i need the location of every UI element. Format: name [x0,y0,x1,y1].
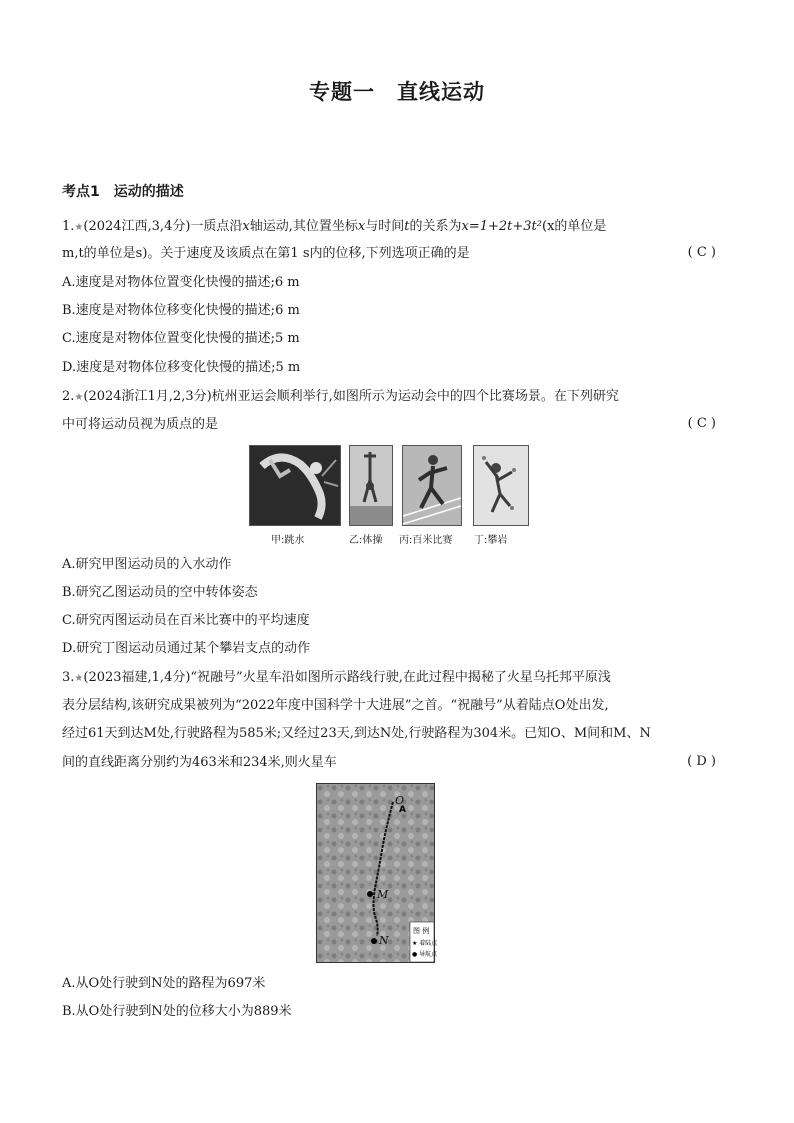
legend-landing: ★ 着陆点 [412,940,438,947]
q3-number: 3. [62,670,75,685]
q1-line-1: 1.★(2024江西,3,4分)一质点沿x轴运动,其位置坐标x与时间t的关系为x=1+2t+3t²(x的单位是 [62,219,607,234]
climbing-photo [473,445,529,526]
sports-figure [249,445,529,545]
q2-number: 2. [62,389,75,404]
q3-option-a: A.从O处行驶到N处的路程为697米 [62,976,266,991]
page-title: 专题一 直线运动 [309,80,485,104]
q1-formula: x=1+2t+3t² [461,219,542,234]
mars-route-map [316,783,438,963]
label-o: O [395,794,405,807]
q3-line-2: 表分层结构,该研究成果被列为“2022年度中国科学十大进展”之首。“祝融号”从着陆点O处出发, [62,698,609,713]
north-arrow: A [399,805,406,815]
label-n: N [379,934,389,947]
section-heading: 考点1 运动的描述 [62,184,184,200]
q3-line-4: 间的直线距离分别约为463米和234米,则火星车 [62,755,337,770]
q1-option-b: B.速度是对物体位移变化快慢的描述;6 m [62,303,300,318]
q1-option-a: A.速度是对物体位置变化快慢的描述;6 m [62,275,300,290]
q2-line-2: 中可将运动员视为质点的是 [62,417,219,432]
q1-line-2: m,t的单位是s)。关于速度及该质点在第1 s内的位移,下列选项正确的是 [62,246,470,261]
q3-line-3: 经过61天到达M处,行驶路程为585米;又经过23天,到达N处,行驶路程为304米。已知O、M间和M、N [62,726,651,741]
caption-diving: 甲:跳水 [271,535,305,546]
q2-option-c: C.研究丙图运动员在百米比赛中的平均速度 [62,613,310,628]
legend-nav: ● 导航点 [412,951,438,958]
q2-answer: ( C ) [687,416,716,431]
diving-photo [249,445,341,526]
q2-option-d: D.研究丁图运动员通过某个攀岩支点的动作 [62,641,311,656]
q3-option-b: B.从O处行驶到N处的位移大小为889米 [62,1004,292,1019]
q1-option-c: C.速度是对物体位置变化快慢的描述;5 m [62,331,300,346]
q2-option-b: B.研究乙图运动员的空中转体姿态 [62,585,258,600]
star-icon: ★ [74,392,84,403]
q1-number: 1. [62,219,75,234]
gymnastics-photo [349,445,393,526]
q2-line-1: 2.★(2024浙江1月,2,3分)杭州亚运会顺利举行,如图所示为运动会中的四个比赛场景。在下列研究 [62,389,619,404]
sprint-photo [402,445,462,526]
q3-answer: ( D ) [687,754,716,769]
star-icon: ★ [74,222,84,233]
label-m: M [377,888,389,901]
q1-option-d: D.速度是对物体位移变化快慢的描述;5 m [62,360,301,375]
legend-title: 图 例 [413,927,430,935]
caption-gymnastics: 乙:体操 [349,535,383,546]
star-icon: ★ [74,673,84,684]
caption-climbing: 丁:攀岩 [474,535,508,546]
q2-option-a: A.研究甲图运动员的入水动作 [62,557,232,572]
q1-answer: ( C ) [687,245,716,260]
caption-sprint: 丙:百米比赛 [399,535,453,546]
q3-line-1: 3.★(2023福建,1,4分)“祝融号”火星车沿如图所示路线行驶,在此过程中揭秘了火星乌托邦平原浅 [62,670,611,685]
